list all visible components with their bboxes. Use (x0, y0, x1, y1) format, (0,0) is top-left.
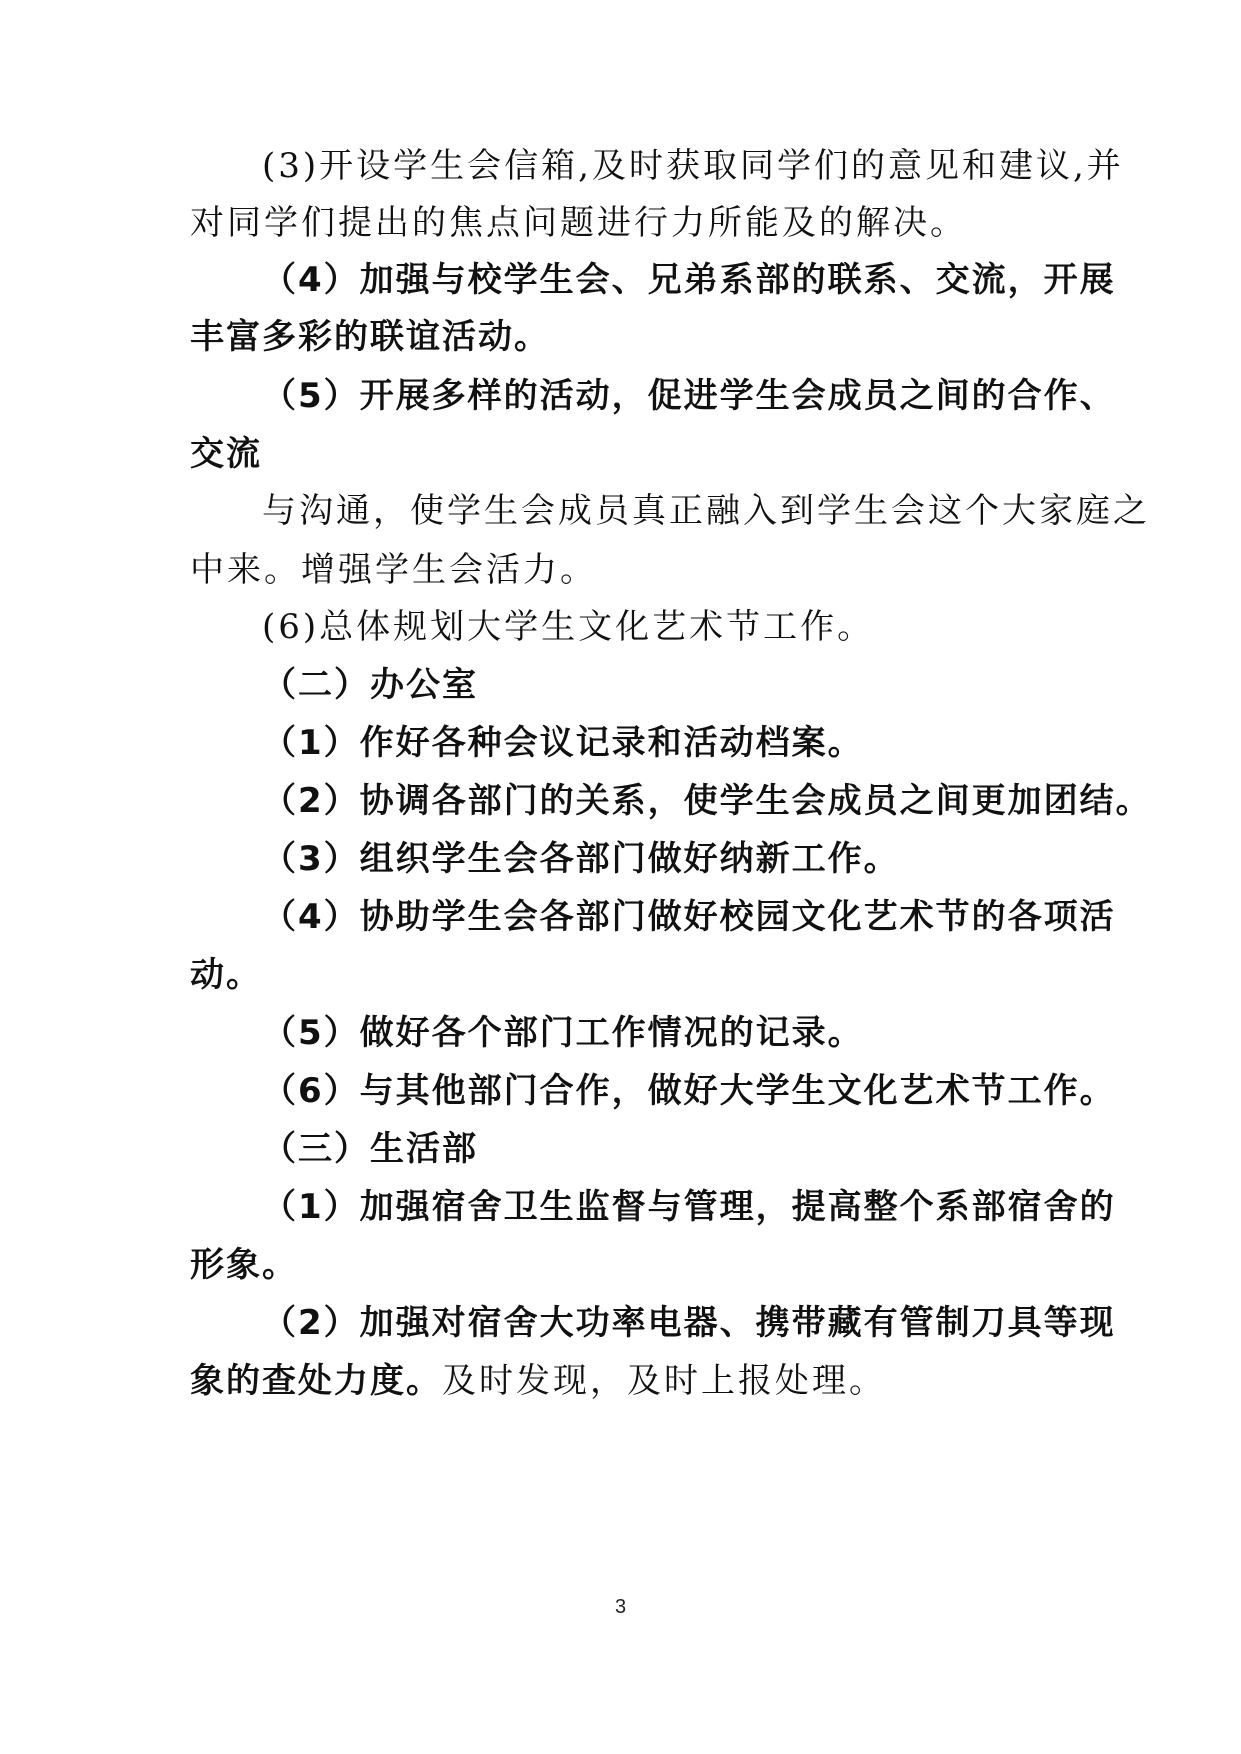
paragraph-line: （4）加强与校学生会、兄弟系部的联系、交流，开展 (262, 260, 1116, 300)
paragraph-line: 丰富多彩的联谊活动。 (190, 317, 550, 357)
paragraph-line: （3）组织学生会各部门做好纳新工作。 (262, 839, 900, 879)
paragraph-line: （5）做好各个部门工作情况的记录。 (262, 1013, 864, 1053)
paragraph-line: （1）作好各种会议记录和活动档案。 (262, 723, 864, 763)
paragraph-line: （2）加强对宿舍大功率电器、携带藏有管制刀具等现 (262, 1303, 1116, 1343)
paragraph-line: (6)总体规划大学生文化艺术节工作。 (262, 607, 875, 647)
paragraph-line: （1）加强宿舍卫生监督与管理，提高整个系部宿舍的 (262, 1187, 1116, 1227)
page-number: 3 (614, 1596, 627, 1618)
paragraph-line: （4）协助学生会各部门做好校园文化艺术节的各项活 (262, 897, 1116, 937)
paragraph-line: （5）开展多样的活动，促进学生会成员之间的合作、 (262, 376, 1116, 416)
section-heading: （二）办公室 (262, 665, 478, 705)
section-heading: （三）生活部 (262, 1129, 478, 1169)
paragraph-line: （2）协调各部门的关系，使学生会成员之间更加团结。 (262, 781, 1152, 821)
paragraph-line: 交流 (190, 434, 262, 474)
bold-segment: 象的查处力度。 (190, 1361, 442, 1401)
paragraph-line: （6）与其他部门合作，做好大学生文化艺术节工作。 (262, 1071, 1116, 1111)
paragraph-line: 形象。 (190, 1245, 298, 1285)
paragraph-line: 与沟通，使学生会成员真正融入到学生会这个大家庭之 (262, 491, 1150, 531)
paragraph-line-mixed (190, 1361, 1060, 1401)
paragraph-line: (3)开设学生会信箱,及时获取同学们的意见和建议,并 (262, 146, 1124, 186)
paragraph-line: 对同学们提出的焦点问题进行力所能及的解决。 (190, 203, 967, 243)
normal-segment: 及时发现，及时上报处理。 (442, 1361, 886, 1401)
paragraph-line: 动。 (190, 955, 262, 995)
paragraph-line: 中来。增强学生会活力。 (190, 550, 597, 590)
